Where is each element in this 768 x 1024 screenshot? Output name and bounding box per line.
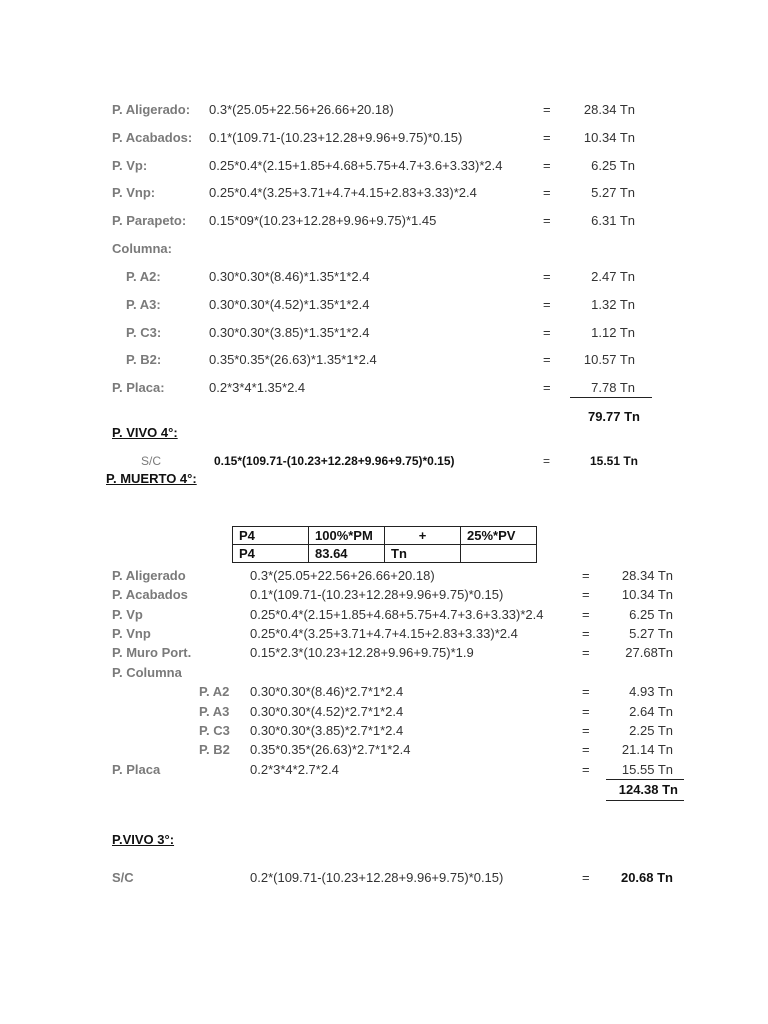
row-equals: = [543, 185, 551, 200]
row-label: P. Parapeto: [112, 213, 187, 228]
row-result: 10.34 Tn [583, 130, 635, 145]
row-formula: 0.35*0.35*(26.63)*1.35*1*2.4 [209, 352, 377, 367]
calc-row [0, 684, 768, 704]
row-label: P. Acabados [112, 587, 188, 602]
row-label: P. Aligerado: [112, 102, 191, 117]
row-result: 5.27 Tn [591, 185, 635, 200]
row-formula: 0.30*0.30*(8.46)*1.35*1*2.4 [209, 269, 370, 284]
table-cell: Tn [385, 545, 461, 563]
row-equals: = [582, 723, 590, 738]
vivo4-title: P. VIVO 4°: [112, 425, 178, 440]
row-result: 28.34 Tn [583, 102, 635, 117]
table-cell: P4 [233, 527, 309, 545]
row-equals: = [582, 587, 590, 602]
row-result: 10.57 Tn [583, 352, 635, 367]
row-formula: 0.2*3*4*2.7*2.4 [250, 762, 339, 777]
row-formula: 0.25*0.4*(3.25+3.71+4.7+4.15+2.83+3.33)*2.4 [209, 185, 477, 200]
row-equals: = [582, 742, 590, 757]
calc-row [0, 130, 768, 150]
row-formula: 0.30*0.30*(8.46)*2.7*1*2.4 [250, 684, 404, 699]
row-equals: = [543, 102, 551, 117]
table-cell: + [385, 527, 461, 545]
row-formula: 0.3*(25.05+22.56+26.66+20.18) [209, 102, 394, 117]
row-label: P. Muro Port. [112, 645, 192, 660]
muerto4-title: P. MUERTO 4°: [106, 471, 197, 486]
total-row [0, 782, 768, 802]
calc-row [0, 297, 768, 317]
row-equals: = [582, 568, 590, 583]
row-label: P. A3 [199, 704, 230, 719]
row-result: 6.31 Tn [591, 213, 635, 228]
row-equals: = [582, 607, 590, 622]
calc-row [0, 587, 768, 607]
row-result: 2.25 Tn [629, 723, 673, 738]
table-cell: 25%*PV [461, 527, 537, 545]
row-result: 1.12 Tn [591, 325, 635, 340]
sum-rule [606, 779, 684, 780]
load-combination-table [232, 526, 537, 563]
row-equals: = [582, 870, 590, 885]
row-formula: 0.30*0.30*(4.52)*1.35*1*2.4 [209, 297, 370, 312]
vivo3-title: P.VIVO 3°: [112, 832, 175, 847]
row-result: 27.68Tn [625, 645, 673, 660]
row-label: P. Placa [112, 762, 161, 777]
table-row [233, 527, 537, 545]
row-result: 6.25 Tn [591, 158, 635, 173]
row-result: 1.32 Tn [591, 297, 635, 312]
row-label: P. A3: [126, 297, 161, 312]
row-label: P. B2: [126, 352, 162, 367]
row-label: P. A2 [199, 684, 230, 699]
row-formula: 0.30*0.30*(3.85)*1.35*1*2.4 [209, 325, 370, 340]
row-equals: = [543, 130, 551, 145]
row-formula: 0.35*0.35*(26.63)*2.7*1*2.4 [250, 742, 411, 757]
row-formula: 0.30*0.30*(4.52)*2.7*1*2.4 [250, 704, 404, 719]
row-equals: = [543, 158, 551, 173]
row-label: P. Aligerado [112, 568, 186, 583]
row-result: 21.14 Tn [621, 742, 673, 757]
row-label: S/C [141, 454, 162, 468]
row-formula: 0.15*(109.71-(10.23+12.28+9.96+9.75)*0.15) [214, 454, 455, 468]
calc-row [0, 626, 768, 646]
calc-row [0, 158, 768, 178]
table-cell [461, 545, 537, 563]
row-equals: = [543, 454, 551, 468]
row-formula: 0.25*0.4*(2.15+1.85+4.68+5.75+4.7+3.6+3.33)*2.4 [209, 158, 503, 173]
calc-row [0, 352, 768, 372]
row-formula: 0.25*0.4*(3.25+3.71+4.7+4.15+2.83+3.33)*2.4 [250, 626, 518, 641]
columna-heading-row [0, 241, 768, 261]
row-equals: = [543, 269, 551, 284]
row-label: P. C3 [199, 723, 230, 738]
row-label: S/C [112, 870, 134, 885]
row-label: P. Placa: [112, 380, 165, 395]
calc-row [0, 723, 768, 743]
row-label: P. Vp [112, 607, 143, 622]
section-total: 124.38 Tn [618, 782, 678, 797]
calc-row [0, 704, 768, 724]
vivo3-row [0, 870, 768, 890]
row-formula: 0.2*(109.71-(10.23+12.28+9.96+9.75)*0.15) [250, 870, 504, 885]
row-label: P. Vnp: [112, 185, 156, 200]
row-equals: = [543, 325, 551, 340]
calc-row [0, 185, 768, 205]
table-cell: 100%*PM [309, 527, 385, 545]
row-result: 2.64 Tn [629, 704, 673, 719]
sum-rule [570, 397, 652, 398]
calc-row [0, 325, 768, 345]
row-equals: = [582, 626, 590, 641]
row-label: P. C3: [126, 325, 162, 340]
calc-row [0, 742, 768, 762]
row-equals: = [543, 213, 551, 228]
calc-row [0, 102, 768, 122]
calc-row [0, 568, 768, 588]
table-cell: P4 [233, 545, 309, 563]
row-formula: 0.25*0.4*(2.15+1.85+4.68+5.75+4.7+3.6+3.33)*2.4 [250, 607, 544, 622]
calc-row [0, 380, 768, 400]
sum-rule-bottom [606, 800, 684, 801]
columna-heading: P. Columna [112, 665, 182, 680]
row-equals: = [543, 380, 551, 395]
table-row [233, 545, 537, 563]
row-formula: 0.1*(109.71-(10.23+12.28+9.96+9.75)*0.15) [250, 587, 504, 602]
row-label: P. B2 [199, 742, 230, 757]
row-result: 15.51 Tn [589, 454, 638, 468]
calc-row [0, 213, 768, 233]
row-label: P. A2: [126, 269, 161, 284]
row-result: 4.93 Tn [629, 684, 673, 699]
columna-heading: Columna: [112, 241, 172, 256]
row-equals: = [582, 645, 590, 660]
calc-row [0, 269, 768, 289]
row-formula: 0.2*3*4*1.35*2.4 [209, 380, 306, 395]
table-cell: 83.64 [309, 545, 385, 563]
row-formula: 0.15*2.3*(10.23+12.28+9.96+9.75)*1.9 [250, 645, 474, 660]
section-total: 79.77 Tn [587, 409, 640, 424]
row-result: 20.68 Tn [620, 870, 673, 885]
row-equals: = [582, 762, 590, 777]
row-formula: 0.1*(109.71-(10.23+12.28+9.96+9.75)*0.15) [209, 130, 463, 145]
row-result: 2.47 Tn [591, 269, 635, 284]
row-formula: 0.15*09*(10.23+12.28+9.96+9.75)*1.45 [209, 213, 437, 228]
calc-row [0, 607, 768, 627]
row-label: P. Vnp [112, 626, 151, 641]
calc-row [0, 645, 768, 665]
row-equals: = [543, 352, 551, 367]
row-result: 28.34 Tn [621, 568, 673, 583]
row-formula: 0.3*(25.05+22.56+26.66+20.18) [250, 568, 435, 583]
row-equals: = [543, 297, 551, 312]
row-result: 5.27 Tn [629, 626, 673, 641]
row-formula: 0.30*0.30*(3.85)*2.7*1*2.4 [250, 723, 404, 738]
row-equals: = [582, 684, 590, 699]
row-equals: = [582, 704, 590, 719]
row-result: 6.25 Tn [629, 607, 673, 622]
row-result: 7.78 Tn [591, 380, 635, 395]
row-result: 15.55 Tn [621, 762, 673, 777]
row-label: P. Vp: [112, 158, 148, 173]
columna-heading-row [0, 665, 768, 685]
row-label: P. Acabados: [112, 130, 193, 145]
row-result: 10.34 Tn [621, 587, 673, 602]
